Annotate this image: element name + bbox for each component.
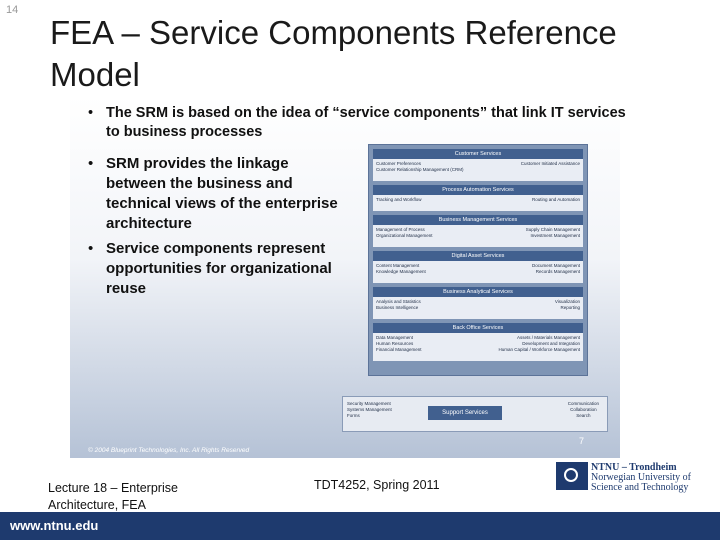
srm-diagram xyxy=(368,144,588,376)
srm-right-components: Assets / Materials Management Development and Integration Human Capital / Workforce Management xyxy=(498,335,580,352)
bullet-dot-icon: • xyxy=(88,155,94,172)
srm-left-components: Analysis and Statistics Business Intelligence xyxy=(376,299,421,310)
support-left-list: Security Management Systems Management Forms xyxy=(347,401,392,418)
copyright-text: © 2004 Blueprint Technologies, Inc. All Rights Reserved xyxy=(88,447,250,454)
srm-right-components: Visualization Reporting xyxy=(554,299,580,310)
footer-url[interactable]: www.ntnu.edu xyxy=(10,518,99,533)
srm-right-components: Customer Initiated Assistance xyxy=(520,161,580,166)
bullet-dot-icon: • xyxy=(88,240,94,257)
ntnu-logo-icon xyxy=(556,462,588,490)
panel-page-number: 7 xyxy=(578,436,584,446)
srm-left-components: Content Management Knowledge Management xyxy=(376,263,426,274)
srm-domain-body xyxy=(373,297,583,319)
bullet-text: SRM provides the linkage between the business and technical views of the enterprise architecture xyxy=(106,155,338,232)
support-services-label: Support Services xyxy=(428,406,502,420)
bottom-bar xyxy=(0,512,720,540)
bullet-2 xyxy=(88,154,346,234)
srm-domain-body xyxy=(373,195,583,211)
footer-lecture: Lecture 18 – Enterprise Architecture, FEA xyxy=(48,481,178,512)
srm-left-components: Tracking and Workflow xyxy=(376,197,422,202)
srm-domain-header: Business Management Services xyxy=(373,215,583,225)
footer-course: TDT4252, Spring 2011 xyxy=(314,478,440,492)
srm-domain-body xyxy=(373,333,583,361)
srm-domain-header: Digital Asset Services xyxy=(373,251,583,261)
bullet-text: Service components represent opportunities for organizational reuse xyxy=(106,240,332,297)
srm-left-components: Management of Process Organizational Management xyxy=(376,227,433,238)
srm-domain-header: Process Automation Services xyxy=(373,185,583,195)
content-panel xyxy=(70,96,626,458)
bullet-dot-icon: • xyxy=(88,105,94,121)
srm-domain-header: Back Office Services xyxy=(373,323,583,333)
ntnu-logo-text xyxy=(591,463,691,493)
logo-line-2: Norwegian University of xyxy=(591,472,691,483)
logo-line-3: Science and Technology xyxy=(591,482,689,493)
support-right-list: Communication Collaboration Search xyxy=(567,401,599,418)
support-services-box xyxy=(342,396,608,432)
srm-domain-header: Business Analytical Services xyxy=(373,287,583,297)
slide-number: 14 xyxy=(6,4,19,16)
srm-left-components: Customer Preferences Customer Relationship Management (CRM) xyxy=(376,161,464,172)
bullet-text: The SRM is based on the idea of “service components” that link IT services to business processes xyxy=(106,105,626,140)
srm-domain-header: Customer Services xyxy=(373,149,583,159)
srm-right-components: Document Management Records Management xyxy=(531,263,580,274)
srm-domain-body xyxy=(373,225,583,247)
srm-right-components: Supply Chain Management Investment Management xyxy=(525,227,580,238)
srm-right-components: Routing and Automation xyxy=(531,197,580,202)
logo-line-1: NTNU – Trondheim xyxy=(591,462,677,473)
bullet-1 xyxy=(88,104,626,142)
page-title: FEA – Service Components Reference Model xyxy=(50,14,617,93)
bullet-3 xyxy=(88,239,346,299)
srm-domain-body xyxy=(373,159,583,181)
srm-domain-body xyxy=(373,261,583,283)
srm-left-components: Data Management Human Resources Financial Management xyxy=(376,335,422,352)
